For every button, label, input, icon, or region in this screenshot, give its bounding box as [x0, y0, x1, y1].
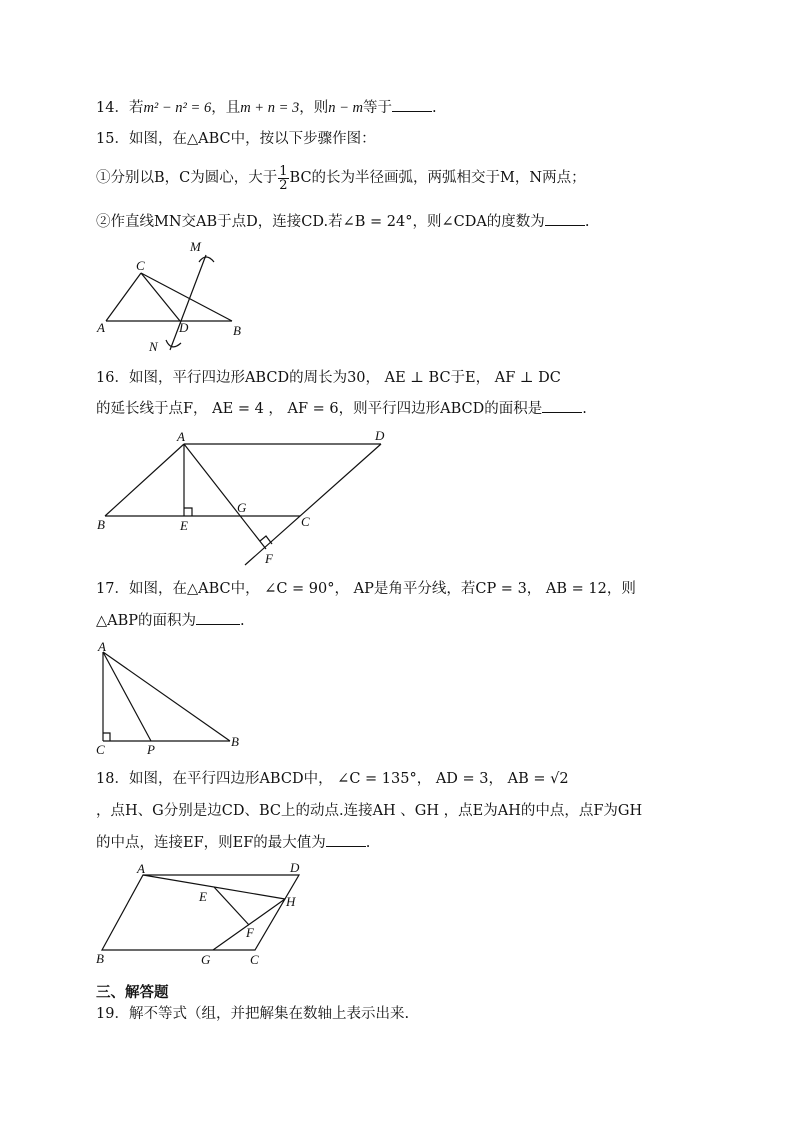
label-f-q18: F — [246, 925, 254, 940]
label-d-q16: D — [375, 428, 385, 443]
segment-ef — [214, 887, 249, 925]
q17-period: . — [240, 613, 245, 629]
q16-period: . — [582, 401, 587, 417]
parallelogram-abcd — [102, 875, 299, 950]
segment-ac — [106, 273, 141, 321]
question-16-line2 — [96, 398, 587, 420]
label-e-q18: E — [199, 889, 207, 904]
segment-cb — [141, 273, 232, 321]
arc-m — [199, 257, 214, 262]
label-a: A — [97, 320, 105, 335]
question-18-line3 — [96, 832, 370, 854]
label-g-q16: G — [237, 500, 247, 515]
label-d: D — [179, 320, 189, 335]
segment-af — [184, 444, 266, 549]
q14-expr3: n − m — [328, 100, 364, 116]
q16-line2-text: 的延长线于点F， AE = 4 ， AF = 6，则平行四边形ABCD的面积是 — [96, 401, 543, 417]
question-15-line1: 15．如图，在△ABC中，按以下步骤作图： — [96, 131, 376, 147]
question-17-line1: 17．如图，在△ABC中， ∠C = 90°， AP是角平分线，若CP = 3， AB = 12，则 — [96, 581, 636, 597]
segment-cd — [141, 273, 180, 321]
section-heading: 三、解答题 — [96, 985, 169, 1001]
q15-period: . — [584, 214, 590, 230]
label-a-q16: A — [177, 429, 185, 444]
label-m: M — [190, 239, 201, 254]
label-b-q18: B — [96, 951, 104, 966]
q14-expr2: m + n = 3 — [240, 100, 300, 116]
question-19: 19．解不等式（组，并把解集在数轴上表示出来. — [96, 1006, 410, 1022]
question-17-line2 — [96, 610, 245, 632]
line-mn — [170, 255, 206, 350]
q15-line2b: BC的长为半径画弧，两弧相交于M，N两点； — [289, 170, 586, 186]
segment-ab-q16 — [105, 444, 184, 516]
frac-denominator: 2 — [279, 177, 288, 193]
label-f-q16: F — [265, 551, 273, 566]
q15-line3-text: ②作直线MN交AB于点D，连接CD.若∠B = 24°，则∠CDA的度数为 — [96, 214, 545, 230]
frac-numerator: 1 — [279, 163, 288, 179]
q18-line3-text: 的中点，连接EF，则EF的最大值为 — [96, 835, 326, 851]
q14-mid: ，且 — [211, 100, 241, 116]
label-b-q16: B — [97, 517, 105, 532]
label-e-q16: E — [180, 518, 188, 533]
q14-prefix: 14．若 — [96, 100, 144, 116]
segment-ap — [103, 652, 151, 741]
label-g-q18: G — [201, 952, 211, 967]
question-18-line1: 18．如图，在平行四边形ABCD中， ∠C = 135°， AD = 3， AB = √2 — [96, 771, 569, 787]
q15-line2a: ①分别以B，C为圆心，大于 — [96, 170, 278, 186]
label-b-q17: B — [231, 734, 239, 749]
segment-dc-extended — [245, 444, 381, 565]
label-c-q17: C — [96, 742, 105, 757]
label-a-q18: A — [137, 861, 145, 876]
label-n: N — [149, 339, 158, 354]
label-c: C — [136, 258, 145, 273]
answer-blank[interactable] — [326, 832, 366, 847]
answer-blank[interactable] — [196, 610, 240, 625]
label-c-q16: C — [301, 514, 310, 529]
label-b: B — [233, 323, 241, 338]
right-angle-e — [184, 508, 192, 516]
q14-expr1: m² − n² = 6 — [143, 100, 212, 116]
answer-blank[interactable] — [542, 398, 582, 413]
q17-line2-text: △ABP的面积为 — [96, 613, 197, 629]
question-18-line2: ，点H、G分别是边CD、BC上的动点.连接AH 、GH ，点E为AH的中点，点F为GH — [96, 803, 643, 819]
q18-period: . — [365, 835, 371, 851]
q14-period: . — [432, 100, 437, 116]
label-a-q17: A — [98, 639, 106, 654]
question-16-line1: 16．如图，平行四边形ABCD的周长为30， AE ⊥ BC于E， AF ⊥ DC — [96, 370, 561, 386]
q14-end: 等于 — [363, 100, 393, 116]
segment-ab-q17 — [103, 652, 230, 741]
label-d-q18: D — [290, 860, 300, 875]
label-c-q18: C — [250, 952, 259, 967]
q14-tail: ，则 — [299, 100, 329, 116]
label-p-q17: P — [147, 742, 155, 757]
right-angle-c — [103, 733, 110, 741]
label-h-q18: H — [286, 894, 296, 909]
